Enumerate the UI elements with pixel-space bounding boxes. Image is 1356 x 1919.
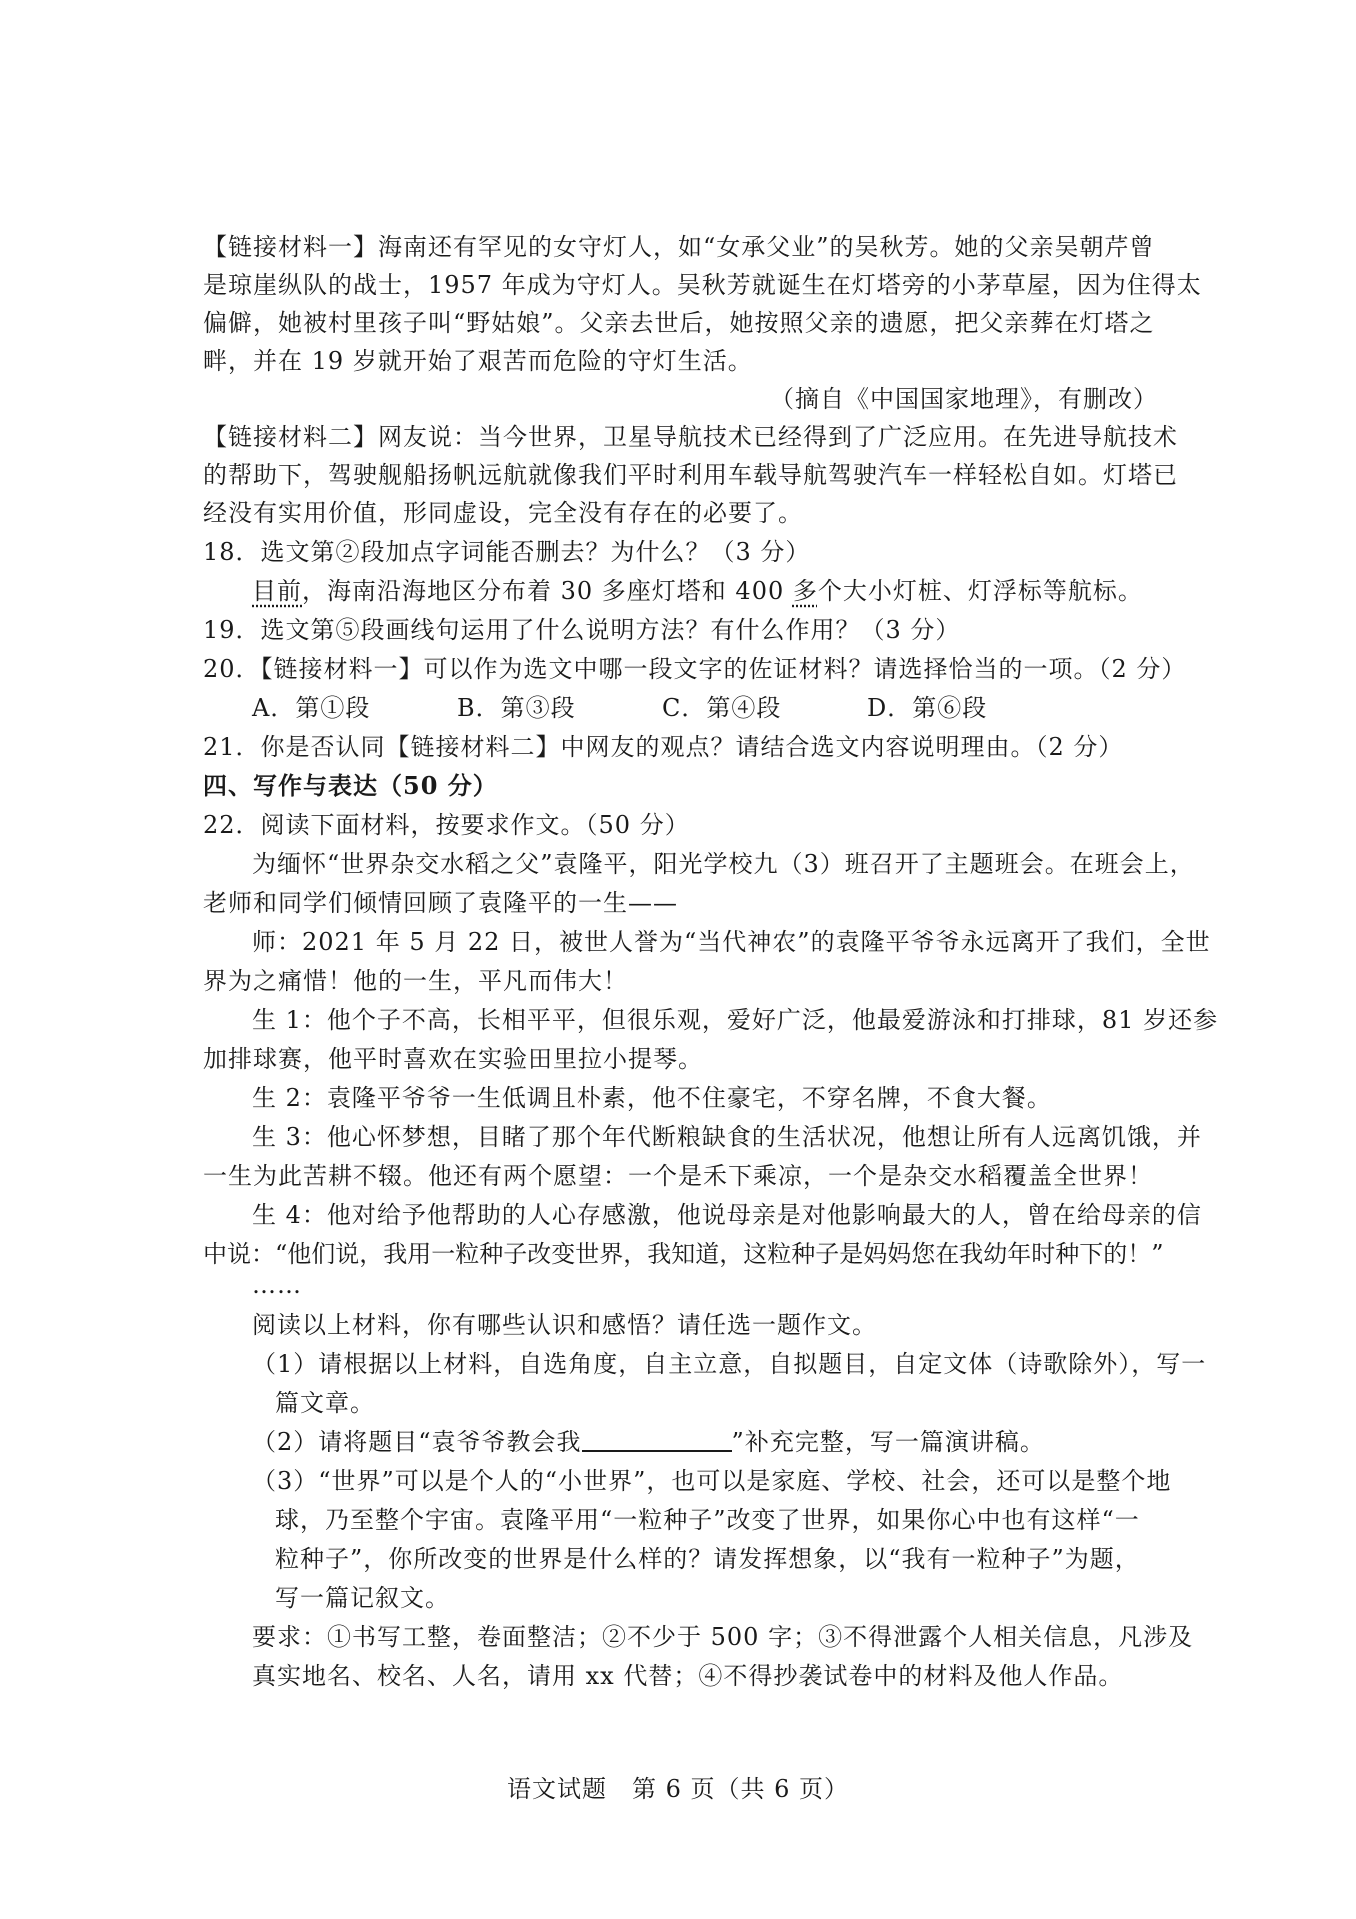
link1-line: 偏僻，她被村里孩子叫“野姑娘”。父亲去世后，她按照父亲的遗愿，把父亲葬在灯塔之 <box>203 309 1155 337</box>
q20-option-d: D．第⑥段 <box>867 694 988 722</box>
q22-student2: 生 2：袁隆平爷爷一生低调且朴素，他不住豪宅，不穿名牌，不食大餐。 <box>252 1084 1052 1112</box>
q18-quote <box>252 572 1207 610</box>
q18-stem: 18．选文第②段加点字词能否删去？为什么？（3 分） <box>203 538 811 566</box>
q18-quote-text: ，海南沿海地区分布着 30 多座灯塔和 400 <box>302 577 793 605</box>
q22-option3: 写一篇记叙文。 <box>275 1584 450 1612</box>
q22-student3: 生 3：他心怀梦想，目睹了那个年代断粮缺食的生活状况，他想让所有人远离饥饿，并 <box>252 1123 1202 1151</box>
q22-option1: 篇文章。 <box>275 1389 375 1417</box>
link1-line: 畔，并在 19 岁就开始了艰苦而危险的守灯生活。 <box>203 347 753 375</box>
q22-option3: （3）“世界”可以是个人的“小世界”，也可以是家庭、学校、社会，还可以是整个地 <box>252 1467 1172 1495</box>
q22-stem: 22．阅读下面材料，按要求作文。（50 分） <box>203 811 690 839</box>
q22-student4: 生 4：他对给予他帮助的人心存感激，他说母亲是对他影响最大的人，曾在给母亲的信 <box>252 1201 1202 1229</box>
q22-student3: 一生为此苦耕不辍。他还有两个愿望：一个是禾下乘凉，一个是杂交水稻覆盖全世界！ <box>203 1162 1153 1190</box>
q18-dotted-word: 目前 <box>252 577 302 605</box>
q22-student1: 加排球赛，他平时喜欢在实验田里拉小提琴。 <box>203 1045 703 1073</box>
q20-stem: 20．【链接材料一】可以作为选文中哪一段文字的佐证材料？请选择恰当的一项。（2 分） <box>203 655 1187 683</box>
q19-stem: 19．选文第⑤段画线句运用了什么说明方法？有什么作用？（3 分） <box>203 616 961 644</box>
q22-student4: 中说：“他们说，我用一粒种子改变世界，我知道，这粒种子是妈妈您在我幼年时种下的！” <box>203 1240 1164 1268</box>
q20-option-b: B．第③段 <box>457 694 576 722</box>
link1-source: （摘自《中国国家地理》，有删改） <box>770 385 1158 413</box>
q22-requirements: 要求：①书写工整，卷面整洁；②不少于 500 字；③不得泄露个人相关信息，凡涉及 <box>252 1623 1194 1651</box>
q22-teacher: 界为之痛惜！他的一生，平凡而伟大！ <box>203 967 628 995</box>
q22-intro: 为缅怀“世界杂交水稻之父”袁隆平，阳光学校九（3）班召开了主题班会。在班会上， <box>252 850 1195 878</box>
link1-line: 是琼崖纵队的战士，1957 年成为守灯人。吴秋芳就诞生在灯塔旁的小茅草屋，因为住得太 <box>203 271 1202 299</box>
q22-option2-text: ”补充完整，写一篇演讲稿。 <box>731 1428 1045 1456</box>
link2-line: 的帮助下，驾驶舰船扬帆远航就像我们平时利用车载导航驾驶汽车一样轻松自如。灯塔已 <box>203 461 1178 489</box>
q22-requirements: 真实地名、校名、人名，请用 xx 代替；④不得抄袭试卷中的材料及他人作品。 <box>252 1662 1124 1690</box>
q22-student1: 生 1：他个子不高，长相平平，但很乐观，爱好广泛，他最爱游泳和打排球，81 岁还参 <box>252 1006 1219 1034</box>
q20-option-a: A．第①段 <box>252 694 371 722</box>
q22-option2 <box>252 1423 1207 1461</box>
q22-ellipsis: …… <box>252 1271 302 1299</box>
q18-dotted-word: 多 <box>792 577 818 605</box>
q22-teacher: 师：2021 年 5 月 22 日，被世人誉为“当代神农”的袁隆平爷爷永远离开了我们，全世 <box>252 928 1211 956</box>
link2-line: 经没有实用价值，形同虚设，完全没有存在的必要了。 <box>203 499 803 527</box>
page-footer: 语文试题 第 6 页（共 6 页） <box>506 1775 850 1803</box>
q22-option1: （1）请根据以上材料，自选角度，自主立意，自拟题目，自定文体（诗歌除外），写一 <box>252 1350 1207 1378</box>
fill-blank <box>582 1428 732 1452</box>
link2-line: 【链接材料二】网友说：当今世界，卫星导航技术已经得到了广泛应用。在先进导航技术 <box>203 423 1178 451</box>
q18-quote-text: 个大小灯桩、灯浮标等航标。 <box>817 577 1143 605</box>
q22-option2-text: （2）请将题目“袁爷爷教会我 <box>252 1428 582 1456</box>
q20-option-c: C．第④段 <box>662 694 782 722</box>
q20-options <box>252 689 1207 727</box>
q22-intro: 老师和同学们倾情回顾了袁隆平的一生—— <box>203 889 678 917</box>
link1-line: 【链接材料一】海南还有罕见的女守灯人，如“女承父业”的吴秋芳。她的父亲吴朝芹曾 <box>203 233 1155 261</box>
section-heading: 四、写作与表达（50 分） <box>203 771 498 800</box>
q22-option3: 球，乃至整个宇宙。袁隆平用“一粒种子”改变了世界，如果你心中也有这样“一 <box>275 1506 1140 1534</box>
q22-option3: 粒种子”，你所改变的世界是什么样的？请发挥想象，以“我有一粒种子”为题， <box>275 1545 1140 1573</box>
q21-stem: 21．你是否认同【链接材料二】中网友的观点？请结合选文内容说明理由。（2 分） <box>203 733 1124 761</box>
q22-prompt: 阅读以上材料，你有哪些认识和感悟？请任选一题作文。 <box>252 1311 877 1339</box>
